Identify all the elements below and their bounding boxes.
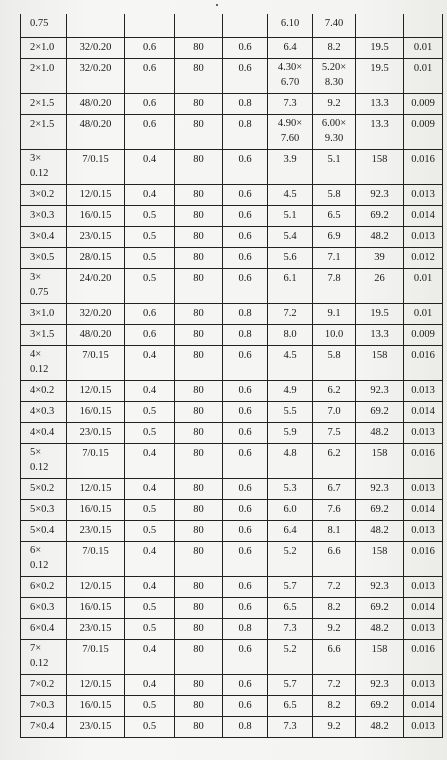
table-cell: 6.1 (268, 269, 313, 304)
table-cell: 0.012 (404, 248, 443, 269)
table-cell: 4.5 (268, 346, 313, 381)
table-cell: 13.3 (356, 115, 404, 150)
table-row (21, 94, 443, 115)
table-cell: 7×0.3 (21, 696, 67, 717)
table-cell: 0.6 (125, 94, 175, 115)
table-cell: 9.2 (313, 717, 356, 738)
table-cell: 7.6 (313, 500, 356, 521)
table-cell: 6.5 (268, 696, 313, 717)
table-cell: 6×0.4 (21, 619, 67, 640)
table-cell: 80 (175, 325, 223, 346)
table-cell: 0.5 (125, 248, 175, 269)
table-cell: 0.6 (223, 696, 268, 717)
table-cell: 6.10 (268, 14, 313, 38)
table-cell: 0.6 (125, 325, 175, 346)
table-cell: 6.9 (313, 227, 356, 248)
table-cell: 8.0 (268, 325, 313, 346)
table-cell: 48.2 (356, 423, 404, 444)
table-cell: 80 (175, 696, 223, 717)
table-cell: 80 (175, 185, 223, 206)
table-row (21, 346, 443, 381)
table-cell: 8.1 (313, 521, 356, 542)
table-cell: 16/0.15 (67, 206, 125, 227)
table-cell: 0.6 (223, 675, 268, 696)
table-cell: 7/0.15 (67, 640, 125, 675)
table-cell: 0.013 (404, 577, 443, 598)
table-row (21, 640, 443, 675)
table-cell: 0.4 (125, 381, 175, 402)
table-cell: 5.20× 8.30 (313, 59, 356, 94)
table-cell: 80 (175, 59, 223, 94)
table-cell: 0.8 (223, 304, 268, 325)
table-cell: 80 (175, 94, 223, 115)
table-cell: 0.6 (223, 269, 268, 304)
table-cell: 80 (175, 346, 223, 381)
table-cell (404, 14, 443, 38)
table-cell: 0.8 (223, 325, 268, 346)
table-cell: 6.5 (313, 206, 356, 227)
table-cell: 0.6 (223, 150, 268, 185)
table-cell: 4.30× 6.70 (268, 59, 313, 94)
table-cell: 7.2 (313, 577, 356, 598)
table-cell: 48/0.20 (67, 94, 125, 115)
table-cell: 7×0.4 (21, 717, 67, 738)
table-cell: 0.4 (125, 479, 175, 500)
table-cell: 0.013 (404, 479, 443, 500)
table-cell: 0.4 (125, 185, 175, 206)
table-cell: 0.4 (125, 577, 175, 598)
table-cell: 5.8 (313, 185, 356, 206)
table-cell: 5.5 (268, 402, 313, 423)
table-cell: 0.6 (223, 185, 268, 206)
table-row (21, 206, 443, 227)
table-row (21, 14, 443, 38)
table-cell: 4× 0.12 (21, 346, 67, 381)
table-cell: 0.5 (125, 227, 175, 248)
table-cell: 0.6 (125, 115, 175, 150)
table-cell (67, 14, 125, 38)
table-cell: 0.016 (404, 444, 443, 479)
table-cell: 7.3 (268, 619, 313, 640)
table-cell: 80 (175, 598, 223, 619)
table-cell (356, 14, 404, 38)
table-row (21, 248, 443, 269)
table-cell: 0.5 (125, 521, 175, 542)
table-cell: 6.5 (268, 598, 313, 619)
table-cell: 6.2 (313, 444, 356, 479)
table-cell: 5.7 (268, 675, 313, 696)
table-cell: 48.2 (356, 521, 404, 542)
table-cell: 7.0 (313, 402, 356, 423)
table-cell: 48/0.20 (67, 325, 125, 346)
table-cell: 4.8 (268, 444, 313, 479)
table-cell: 7.8 (313, 269, 356, 304)
table-cell: 6×0.2 (21, 577, 67, 598)
table-cell: 92.3 (356, 577, 404, 598)
table-cell: 19.5 (356, 59, 404, 94)
table-cell: 5.8 (313, 346, 356, 381)
table-cell: 80 (175, 675, 223, 696)
table-cell: 4×0.2 (21, 381, 67, 402)
table-cell: 5.3 (268, 479, 313, 500)
table-cell: 2×1.0 (21, 38, 67, 59)
table-cell: 7×0.2 (21, 675, 67, 696)
table-cell: 6.7 (313, 479, 356, 500)
table-cell: 4.9 (268, 381, 313, 402)
table-cell: 0.6 (223, 206, 268, 227)
table-cell: 0.013 (404, 717, 443, 738)
table-cell: 23/0.15 (67, 619, 125, 640)
table-cell: 0.6 (223, 38, 268, 59)
table-cell: 0.01 (404, 38, 443, 59)
table-row (21, 542, 443, 577)
table-cell: 0.016 (404, 542, 443, 577)
table-cell: 0.6 (223, 521, 268, 542)
table-cell: 12/0.15 (67, 381, 125, 402)
table-cell: 6.6 (313, 640, 356, 675)
table-cell: 0.6 (223, 577, 268, 598)
table-cell: 0.6 (223, 423, 268, 444)
table-cell: 6.0 (268, 500, 313, 521)
table-cell: 69.2 (356, 598, 404, 619)
table-cell: 8.2 (313, 598, 356, 619)
table-cell: 23/0.15 (67, 717, 125, 738)
table-cell: 7/0.15 (67, 150, 125, 185)
table-cell: 6×0.3 (21, 598, 67, 619)
table-cell: 5×0.3 (21, 500, 67, 521)
table-cell: 158 (356, 346, 404, 381)
table-cell: 0.013 (404, 381, 443, 402)
table-cell: 0.4 (125, 675, 175, 696)
table-cell: 4.90× 7.60 (268, 115, 313, 150)
table-row (21, 444, 443, 479)
table-cell: 48.2 (356, 619, 404, 640)
table-cell: 0.013 (404, 227, 443, 248)
table-row (21, 59, 443, 94)
table-cell: 0.013 (404, 521, 443, 542)
table-cell: 0.014 (404, 206, 443, 227)
table-cell: 80 (175, 115, 223, 150)
table-row (21, 150, 443, 185)
table-cell: 0.016 (404, 640, 443, 675)
table-cell: 3.9 (268, 150, 313, 185)
table-cell: 0.5 (125, 423, 175, 444)
table-cell: 5× 0.12 (21, 444, 67, 479)
table-cell: 0.8 (223, 717, 268, 738)
table-row (21, 675, 443, 696)
table-cell: 0.01 (404, 304, 443, 325)
table-cell: 69.2 (356, 696, 404, 717)
table-cell: 5.1 (268, 206, 313, 227)
table-cell: 0.5 (125, 598, 175, 619)
table-cell: 0.8 (223, 619, 268, 640)
table-cell: 3×0.5 (21, 248, 67, 269)
table-cell: 9.1 (313, 304, 356, 325)
table-cell: 0.5 (125, 269, 175, 304)
table-cell: 80 (175, 542, 223, 577)
table-cell: 23/0.15 (67, 521, 125, 542)
table-cell: 0.014 (404, 402, 443, 423)
table-cell: 8.2 (313, 696, 356, 717)
table-cell: 0.013 (404, 185, 443, 206)
table-cell: 92.3 (356, 479, 404, 500)
table-row (21, 38, 443, 59)
table-row (21, 325, 443, 346)
table-cell: 80 (175, 500, 223, 521)
table-cell: 39 (356, 248, 404, 269)
table-cell: 0.4 (125, 150, 175, 185)
table-cell: 48.2 (356, 227, 404, 248)
table-cell: 16/0.15 (67, 402, 125, 423)
table-cell: 12/0.15 (67, 185, 125, 206)
table-cell: 2×1.5 (21, 94, 67, 115)
table-cell: 5.6 (268, 248, 313, 269)
table-cell: 80 (175, 381, 223, 402)
table-cell: 80 (175, 444, 223, 479)
table-cell: 5×0.2 (21, 479, 67, 500)
table-row (21, 577, 443, 598)
table-cell: 92.3 (356, 675, 404, 696)
table-cell: 0.013 (404, 423, 443, 444)
table-cell: 0.6 (223, 479, 268, 500)
table-cell: 9.2 (313, 619, 356, 640)
table-cell: 158 (356, 640, 404, 675)
table-cell: 80 (175, 619, 223, 640)
table-cell: 0.009 (404, 94, 443, 115)
table-cell: 23/0.15 (67, 227, 125, 248)
table-row (21, 521, 443, 542)
table-cell: 0.01 (404, 269, 443, 304)
table-cell: 5.2 (268, 640, 313, 675)
table-cell: 6.2 (313, 381, 356, 402)
table-cell: 80 (175, 269, 223, 304)
table-cell: 0.6 (223, 500, 268, 521)
table-cell: 0.014 (404, 500, 443, 521)
table-cell: 3×0.3 (21, 206, 67, 227)
table-row (21, 269, 443, 304)
table-cell: 13.3 (356, 325, 404, 346)
table-cell: 0.6 (223, 598, 268, 619)
table-cell: 0.8 (223, 94, 268, 115)
table-row (21, 500, 443, 521)
table-cell: 5×0.4 (21, 521, 67, 542)
table-cell: 0.8 (223, 115, 268, 150)
table-cell: 80 (175, 479, 223, 500)
table-cell: 69.2 (356, 500, 404, 521)
cable-spec-table (20, 14, 443, 738)
table-cell: 32/0.20 (67, 38, 125, 59)
table-cell: 7.3 (268, 94, 313, 115)
table-cell: 16/0.15 (67, 598, 125, 619)
table-cell: 3×0.4 (21, 227, 67, 248)
table-cell: 80 (175, 717, 223, 738)
table-cell: 0.75 (21, 14, 67, 38)
table-cell: 5.7 (268, 577, 313, 598)
table-cell: 4×0.4 (21, 423, 67, 444)
table-cell: 48.2 (356, 717, 404, 738)
table-cell: 0.6 (223, 640, 268, 675)
table-cell: 80 (175, 577, 223, 598)
table-cell: 7/0.15 (67, 542, 125, 577)
table-cell: 69.2 (356, 206, 404, 227)
table-cell: 16/0.15 (67, 500, 125, 521)
table-cell: 2×1.5 (21, 115, 67, 150)
table-cell: 5.4 (268, 227, 313, 248)
table-cell: 24/0.20 (67, 269, 125, 304)
table-cell: 0.6 (223, 346, 268, 381)
table-cell: 80 (175, 206, 223, 227)
table-row (21, 304, 443, 325)
table-cell: 0.4 (125, 640, 175, 675)
table-cell: 7/0.15 (67, 444, 125, 479)
table-cell: 0.013 (404, 675, 443, 696)
table-cell: 0.5 (125, 206, 175, 227)
table-cell: 5.9 (268, 423, 313, 444)
table-cell: 5.1 (313, 150, 356, 185)
table-cell: 28/0.15 (67, 248, 125, 269)
table-cell: 4×0.3 (21, 402, 67, 423)
table-cell: 32/0.20 (67, 59, 125, 94)
table-row (21, 115, 443, 150)
table-cell: 0.016 (404, 346, 443, 381)
table-cell: 2×1.0 (21, 59, 67, 94)
table-cell: 0.6 (125, 38, 175, 59)
table-cell (175, 14, 223, 38)
table-row (21, 185, 443, 206)
table-cell: 80 (175, 640, 223, 675)
table-cell: 0.6 (223, 402, 268, 423)
table-body (21, 14, 443, 738)
table-cell: 0.5 (125, 619, 175, 640)
table-cell: 12/0.15 (67, 675, 125, 696)
table-cell: 0.6 (125, 304, 175, 325)
table-cell: 7.40 (313, 14, 356, 38)
table-cell: 80 (175, 248, 223, 269)
table-cell: 0.014 (404, 598, 443, 619)
table-cell: 0.016 (404, 150, 443, 185)
table-cell: 158 (356, 542, 404, 577)
table-cell: 4.5 (268, 185, 313, 206)
table-cell: 0.6 (223, 444, 268, 479)
table-cell: 92.3 (356, 185, 404, 206)
table-cell: 80 (175, 227, 223, 248)
table-cell: 158 (356, 150, 404, 185)
table-cell: 7.1 (313, 248, 356, 269)
table-cell: 6.4 (268, 521, 313, 542)
table-cell: 80 (175, 521, 223, 542)
table-cell: 3×1.5 (21, 325, 67, 346)
table-row (21, 381, 443, 402)
table-cell: 0.014 (404, 696, 443, 717)
table-cell: 7.5 (313, 423, 356, 444)
table-row (21, 227, 443, 248)
table-cell: 0.009 (404, 325, 443, 346)
table-cell: 19.5 (356, 304, 404, 325)
table-cell: 5.2 (268, 542, 313, 577)
table-cell: 0.5 (125, 696, 175, 717)
table-row (21, 717, 443, 738)
table-cell: 3× 0.75 (21, 269, 67, 304)
table-row (21, 696, 443, 717)
table-cell: 0.4 (125, 346, 175, 381)
table-cell (125, 14, 175, 38)
table-cell: 80 (175, 402, 223, 423)
table-row (21, 423, 443, 444)
table-cell: 0.6 (223, 542, 268, 577)
table-cell: 7/0.15 (67, 346, 125, 381)
table-cell: 0.4 (125, 542, 175, 577)
table-cell: 80 (175, 304, 223, 325)
table-cell: 7× 0.12 (21, 640, 67, 675)
table-row (21, 619, 443, 640)
table-cell: 7.3 (268, 717, 313, 738)
table-cell: 80 (175, 150, 223, 185)
table-cell: 0.6 (125, 59, 175, 94)
table-cell: 19.5 (356, 38, 404, 59)
table-cell: 7.2 (313, 675, 356, 696)
table-cell: 80 (175, 423, 223, 444)
table-cell: 48/0.20 (67, 115, 125, 150)
table-cell: 12/0.15 (67, 577, 125, 598)
table-cell: 6.00× 9.30 (313, 115, 356, 150)
table-cell: 0.4 (125, 444, 175, 479)
table-cell: 92.3 (356, 381, 404, 402)
table-cell: 0.009 (404, 115, 443, 150)
table-cell: 80 (175, 38, 223, 59)
table-cell: 6× 0.12 (21, 542, 67, 577)
table-cell: 26 (356, 269, 404, 304)
table-cell: 32/0.20 (67, 304, 125, 325)
table-cell: 0.5 (125, 402, 175, 423)
table-cell (223, 14, 268, 38)
table-cell: 3× 0.12 (21, 150, 67, 185)
table-cell: 0.6 (223, 381, 268, 402)
table-cell: 7.2 (268, 304, 313, 325)
table-cell: 0.5 (125, 717, 175, 738)
table-cell: 9.2 (313, 94, 356, 115)
table-cell: 23/0.15 (67, 423, 125, 444)
speck-mark (216, 4, 218, 6)
table-cell: 10.0 (313, 325, 356, 346)
table-cell: 0.01 (404, 59, 443, 94)
table-cell: 69.2 (356, 402, 404, 423)
table-cell: 0.013 (404, 619, 443, 640)
table-cell: 6.6 (313, 542, 356, 577)
table-cell: 12/0.15 (67, 479, 125, 500)
table-cell: 0.6 (223, 248, 268, 269)
table-cell: 6.4 (268, 38, 313, 59)
table-cell: 16/0.15 (67, 696, 125, 717)
table-cell: 3×0.2 (21, 185, 67, 206)
table-cell: 3×1.0 (21, 304, 67, 325)
table-cell: 158 (356, 444, 404, 479)
table-cell: 8.2 (313, 38, 356, 59)
table-cell: 0.6 (223, 227, 268, 248)
table-cell: 0.6 (223, 59, 268, 94)
table-row (21, 479, 443, 500)
table-row (21, 598, 443, 619)
table-cell: 13.3 (356, 94, 404, 115)
table-row (21, 402, 443, 423)
table-cell: 0.5 (125, 500, 175, 521)
